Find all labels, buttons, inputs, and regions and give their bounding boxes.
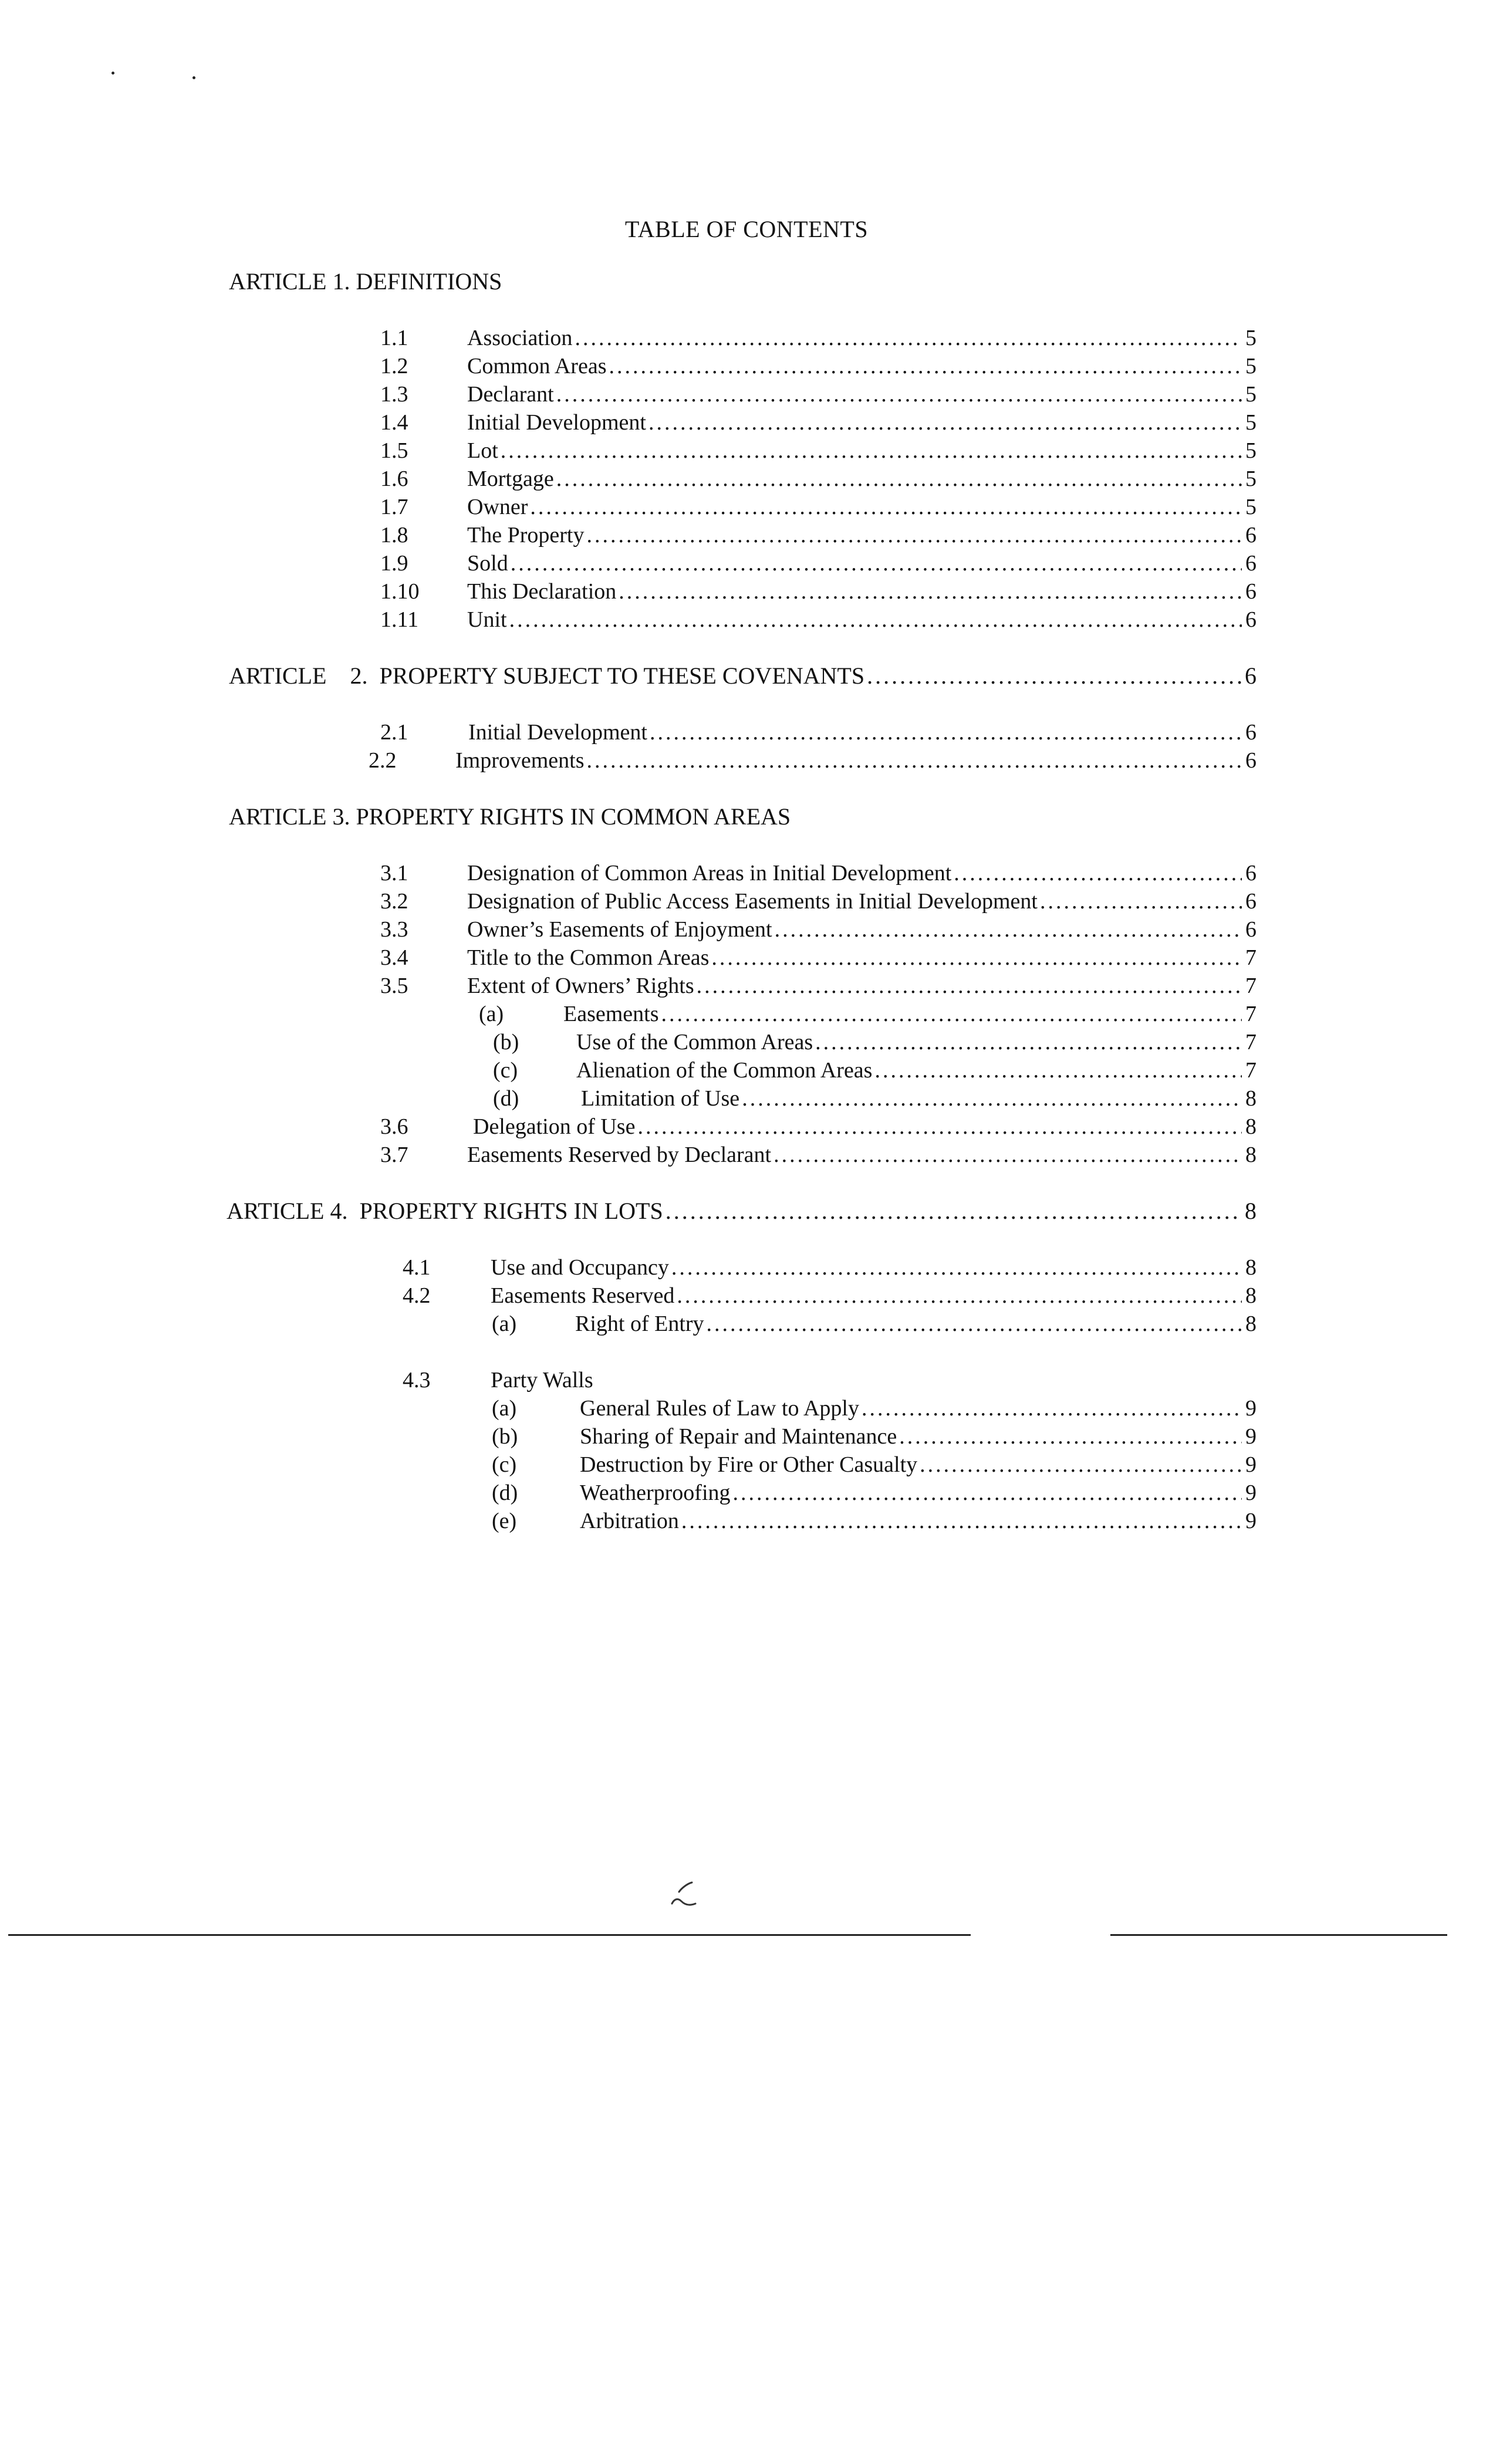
entry-label: Easements Reserved by Declarant [467, 1143, 772, 1167]
dot-leader [677, 1282, 1242, 1310]
entry-page: 8 [1245, 1283, 1256, 1308]
entry-letter: (d) [492, 1481, 518, 1505]
toc-entry [380, 380, 1256, 408]
entry-label: Initial Development [468, 720, 647, 745]
toc-entry [380, 577, 1256, 606]
entry-label: Weatherproofing [580, 1481, 731, 1505]
entry-label: Association [467, 326, 573, 350]
entry-label: Title to the Common Areas [467, 945, 710, 970]
dot-leader [707, 1310, 1242, 1338]
dot-leader [666, 1197, 1241, 1225]
entry-number: 2.2 [369, 748, 397, 773]
article-heading: ARTICLE 4. PROPERTY RIGHTS IN LOTS [227, 1198, 663, 1224]
entry-number: 1.1 [380, 326, 408, 350]
entry-number: 4.3 [403, 1368, 431, 1392]
entry-page: 6 [1245, 861, 1256, 885]
dot-leader [697, 972, 1242, 1000]
toc-entry [403, 1366, 1256, 1394]
entry-label: Common Areas [467, 354, 607, 378]
toc-sub-entry [492, 1422, 1256, 1451]
dot-leader [954, 859, 1242, 887]
toc-title: TABLE OF CONTENTS [624, 216, 869, 242]
dot-leader [501, 437, 1242, 465]
dot-leader [1040, 887, 1242, 915]
dot-leader [509, 606, 1242, 634]
entry-number: 1.5 [380, 438, 408, 463]
entry-page: 7 [1245, 1058, 1256, 1083]
toc-entry [380, 944, 1256, 972]
dot-leader [920, 1451, 1242, 1479]
entry-page: 6 [1245, 607, 1256, 632]
entry-page: 8 [1245, 1086, 1256, 1111]
entry-page: 6 [1245, 720, 1256, 745]
toc-entry [380, 521, 1256, 549]
entry-number: 3.3 [380, 917, 408, 942]
entry-number: 3.1 [380, 861, 408, 885]
toc-sub-entry [492, 1507, 1256, 1535]
dot-leader [637, 1113, 1242, 1141]
toc-entry [380, 859, 1256, 887]
entry-page: 8 [1245, 1143, 1256, 1167]
scan-speck [192, 76, 195, 79]
entry-number: 1.11 [380, 607, 419, 632]
dot-leader [867, 662, 1241, 690]
entry-label: Mortgage [467, 467, 554, 491]
toc-entry [380, 549, 1256, 577]
entry-number: 1.6 [380, 467, 408, 491]
dot-leader [587, 746, 1242, 775]
entry-number: 4.2 [403, 1283, 431, 1308]
bottom-rule [1110, 1934, 1447, 1936]
toc-sub-entry [492, 1451, 1256, 1479]
entry-label: Initial Development [467, 410, 646, 435]
dot-leader [511, 549, 1242, 577]
entry-number: 3.2 [380, 889, 408, 914]
article-heading: ARTICLE 1. DEFINITIONS [229, 268, 502, 295]
entry-page: 9 [1245, 1396, 1256, 1421]
entry-page: 6 [1245, 748, 1256, 773]
dot-leader [530, 493, 1242, 521]
dot-leader [899, 1422, 1242, 1451]
entry-page: 5 [1245, 495, 1256, 519]
toc-sub-entry [493, 1084, 1256, 1113]
dot-leader [556, 380, 1242, 408]
entry-page: 7 [1245, 945, 1256, 970]
toc-entry [380, 493, 1256, 521]
toc-entry [403, 1282, 1256, 1310]
entry-label: Use of the Common Areas [576, 1030, 813, 1054]
entry-page: 9 [1245, 1509, 1256, 1533]
toc-sub-entry [492, 1394, 1256, 1422]
entry-number: 3.5 [380, 974, 408, 998]
entry-letter: (d) [493, 1086, 519, 1111]
entry-page: 8 [1245, 1312, 1256, 1336]
entry-page: 5 [1245, 326, 1256, 350]
dot-leader [556, 465, 1242, 493]
entry-page: 6 [1245, 663, 1256, 689]
toc-entry [380, 915, 1256, 944]
entry-number: 1.2 [380, 354, 408, 378]
toc-entry [369, 746, 1256, 775]
toc-entry [380, 718, 1256, 746]
entry-page: 5 [1245, 354, 1256, 378]
article-heading: ARTICLE 2. PROPERTY SUBJECT TO THESE COVENANTS [229, 663, 865, 689]
toc-entry [403, 1253, 1256, 1282]
toc-sub-entry [479, 1000, 1256, 1028]
toc-entry [380, 1113, 1256, 1141]
entry-label: Owner’s Easements of Enjoyment [467, 917, 772, 942]
dot-leader [733, 1479, 1242, 1507]
toc-entry [380, 437, 1256, 465]
scan-speck [112, 72, 114, 75]
entry-label: Unit [467, 607, 507, 632]
entry-label: Party Walls [491, 1368, 593, 1392]
toc-entry [380, 1141, 1256, 1169]
entry-page: 6 [1245, 551, 1256, 576]
entry-number: 1.3 [380, 382, 408, 407]
toc-entry [380, 887, 1256, 915]
entry-number: 3.6 [380, 1114, 408, 1139]
entry-number: 4.1 [403, 1255, 431, 1280]
entry-label: Destruction by Fire or Other Casualty [580, 1452, 918, 1477]
toc-sub-entry [492, 1310, 1256, 1338]
entry-label: Use and Occupancy [491, 1255, 669, 1280]
entry-label: General Rules of Law to Apply [580, 1396, 859, 1421]
entry-page: 5 [1245, 410, 1256, 435]
entry-page: 7 [1245, 1030, 1256, 1054]
entry-page: 9 [1245, 1481, 1256, 1505]
entry-number: 1.9 [380, 551, 408, 576]
handwritten-page-mark [666, 1878, 701, 1913]
entry-label: The Property [467, 523, 585, 547]
entry-label: Sharing of Repair and Maintenance [580, 1424, 897, 1449]
entry-label: Extent of Owners’ Rights [467, 974, 694, 998]
entry-number: 1.7 [380, 495, 408, 519]
dot-leader [586, 521, 1242, 549]
dot-leader [671, 1253, 1242, 1282]
entry-page: 6 [1245, 579, 1256, 604]
entry-label: Arbitration [580, 1509, 679, 1533]
entry-page: 8 [1245, 1114, 1256, 1139]
entry-number: 1.10 [380, 579, 420, 604]
dot-leader [648, 408, 1242, 437]
entry-page: 5 [1245, 467, 1256, 491]
entry-label: Right of Entry [575, 1312, 704, 1336]
dot-leader [773, 1141, 1242, 1169]
entry-letter: (b) [492, 1424, 518, 1449]
entry-label: Owner [467, 495, 528, 519]
entry-number: 3.7 [380, 1143, 408, 1167]
entry-label: This Declaration [467, 579, 617, 604]
entry-letter: (e) [492, 1509, 517, 1533]
article-heading-row [229, 662, 1256, 690]
dot-leader [609, 352, 1242, 380]
dot-leader [661, 1000, 1242, 1028]
entry-page: 5 [1245, 438, 1256, 463]
entry-letter: (a) [492, 1396, 517, 1421]
bottom-rule [8, 1934, 971, 1936]
dot-leader [650, 718, 1242, 746]
entry-label: Declarant [467, 382, 554, 407]
entry-page: 9 [1245, 1424, 1256, 1449]
dot-leader [681, 1507, 1242, 1535]
dot-leader [711, 944, 1242, 972]
entry-number: 3.4 [380, 945, 408, 970]
entry-label: Delegation of Use [473, 1114, 636, 1139]
dot-leader [874, 1056, 1242, 1084]
toc-entry [380, 408, 1256, 437]
entry-label: Designation of Public Access Easements in Initial Development [467, 889, 1038, 914]
entry-page: 8 [1245, 1198, 1256, 1224]
entry-letter: (a) [492, 1312, 517, 1336]
entry-page: 7 [1245, 1002, 1256, 1026]
dot-leader [742, 1084, 1242, 1113]
toc-entry [380, 352, 1256, 380]
toc-entry [380, 324, 1256, 352]
entry-label: Easements [563, 1002, 659, 1026]
entry-page: 6 [1245, 889, 1256, 914]
toc-sub-entry [493, 1028, 1256, 1056]
entry-label: Easements Reserved [491, 1283, 675, 1308]
entry-page: 9 [1245, 1452, 1256, 1477]
toc-entry [380, 465, 1256, 493]
toc-entry [380, 972, 1256, 1000]
entry-label: Alienation of the Common Areas [576, 1058, 873, 1083]
entry-label: Lot [467, 438, 498, 463]
toc-sub-entry [493, 1056, 1256, 1084]
dot-leader [815, 1028, 1242, 1056]
entry-letter: (b) [493, 1030, 519, 1054]
entry-page: 6 [1245, 523, 1256, 547]
toc-sub-entry [492, 1479, 1256, 1507]
entry-number: 1.4 [380, 410, 408, 435]
entry-letter: (c) [493, 1058, 518, 1083]
entry-number: 1.8 [380, 523, 408, 547]
dot-leader [775, 915, 1242, 944]
dot-leader [862, 1394, 1242, 1422]
article-heading: ARTICLE 3. PROPERTY RIGHTS IN COMMON AREAS [229, 803, 791, 830]
entry-letter: (c) [492, 1452, 517, 1477]
entry-number: 2.1 [380, 720, 408, 745]
entry-label: Limitation of Use [581, 1086, 740, 1111]
entry-label: Designation of Common Areas in Initial Development [467, 861, 952, 885]
dot-leader [575, 324, 1242, 352]
entry-page: 7 [1245, 974, 1256, 998]
article-heading-row [227, 1197, 1256, 1225]
entry-page: 6 [1245, 917, 1256, 942]
entry-page: 5 [1245, 382, 1256, 407]
entry-letter: (a) [479, 1002, 504, 1026]
toc-entry [380, 606, 1256, 634]
entry-label: Improvements [455, 748, 585, 773]
entry-label: Sold [467, 551, 508, 576]
dot-leader [619, 577, 1242, 606]
entry-page: 8 [1245, 1255, 1256, 1280]
